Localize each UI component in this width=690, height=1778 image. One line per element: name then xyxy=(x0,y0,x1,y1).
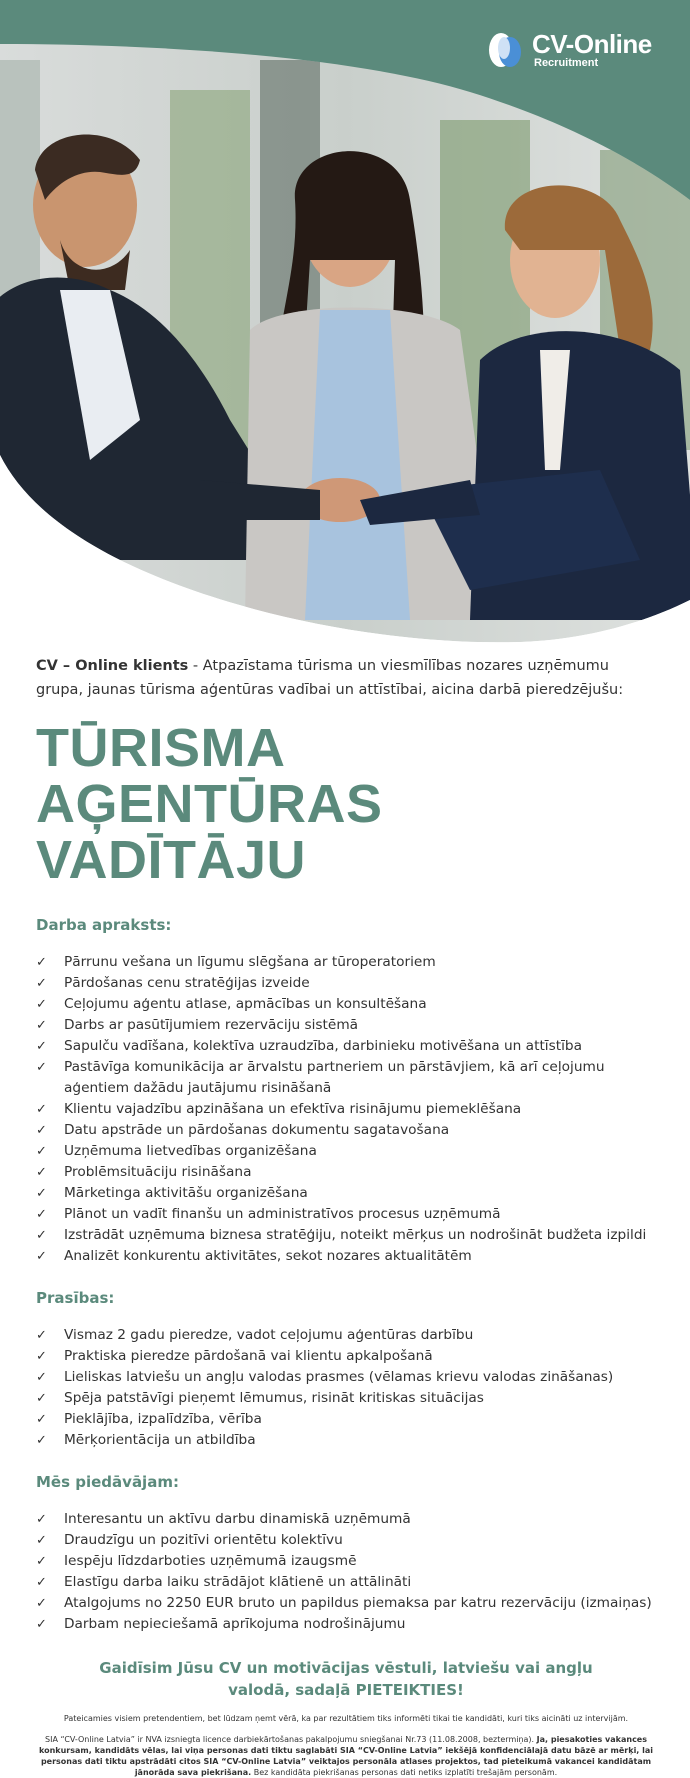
list-item-text: Iespēju līdzdarboties uzņēmumā izaugsmē xyxy=(64,1553,357,1569)
list-item xyxy=(36,1530,656,1551)
list-item xyxy=(36,1388,656,1409)
list-item-text: Draudzīgu un pozitīvi orientētu kolektīvu xyxy=(64,1532,343,1548)
check-icon: ✓ xyxy=(36,1617,47,1632)
list-item-text: Interesantu un aktīvu darbu dinamiskā uzņēmumā xyxy=(64,1511,411,1527)
check-icon: ✓ xyxy=(36,1207,47,1222)
list-item xyxy=(36,1325,656,1346)
hero-banner xyxy=(0,0,690,650)
logo-name: CV-Online xyxy=(532,29,652,59)
list-item-text: Analizēt konkurentu aktivitātes, sekot nozares aktualitātēm xyxy=(64,1248,472,1264)
requirements-list xyxy=(36,1325,656,1451)
check-icon: ✓ xyxy=(36,1018,47,1033)
check-icon: ✓ xyxy=(36,955,47,970)
check-icon: ✓ xyxy=(36,1123,47,1138)
check-icon: ✓ xyxy=(36,1249,47,1264)
job-title-line1: TŪRISMA xyxy=(36,718,286,778)
check-icon: ✓ xyxy=(36,1186,47,1201)
list-item-text: Atalgojums no 2250 EUR bruto un papildus piemaksa par katru rezervāciju (izmaiņas) xyxy=(64,1595,652,1611)
check-icon: ✓ xyxy=(36,1412,47,1427)
list-item-text: Vismaz 2 gadu pieredze, vadot ceļojumu aģentūras darbību xyxy=(64,1327,474,1343)
check-icon: ✓ xyxy=(36,997,47,1012)
list-item xyxy=(36,1015,656,1036)
fineprint-license-a: SIA “CV-Online Latvia” ir NVA izsniegta licence darbiekārtošanas pakalpojumu sniegšanai Nr.73 (11.08.2008, beztermiņa). xyxy=(45,1735,537,1744)
list-item-text: Klientu vajadzību apzināšana un efektīva risinājumu piemeklēšana xyxy=(64,1101,522,1117)
check-icon: ✓ xyxy=(36,1039,47,1054)
check-icon: ✓ xyxy=(36,1391,47,1406)
check-icon: ✓ xyxy=(36,1433,47,1448)
list-item-text: Pastāvīga komunikācija ar ārvalstu partneriem un pārstāvjiem, kā arī ceļojumu aģentiem dažādu jautājumu risināšanā xyxy=(64,1059,605,1096)
check-icon: ✓ xyxy=(36,1060,47,1075)
logo-subtitle: Recruitment xyxy=(534,57,599,69)
list-item-text: Sapulču vadīšana, kolektīva uzraudzība, darbinieku motivēšana un attīstība xyxy=(64,1038,582,1054)
fineprint-license-c: Bez kandidāta piekrišanas personas dati netiks izplatīti trešajām personām. xyxy=(251,1768,558,1777)
list-item xyxy=(36,1551,656,1572)
offer-list xyxy=(36,1509,656,1635)
job-title xyxy=(36,720,656,888)
list-item xyxy=(36,1204,656,1225)
list-item xyxy=(36,1036,656,1057)
list-item-text: Mārketinga aktivitāšu organizēšana xyxy=(64,1185,308,1201)
cta-line2: valodā, sadaļā PIETEIKTIES! xyxy=(228,1681,464,1699)
list-item xyxy=(36,973,656,994)
hero-illustration xyxy=(0,0,690,650)
list-item xyxy=(36,1430,656,1451)
check-icon: ✓ xyxy=(36,1165,47,1180)
check-icon: ✓ xyxy=(36,1349,47,1364)
fineprint-license xyxy=(36,1734,656,1778)
cta-line1: Gaidīsim Jūsu CV un motivācijas vēstuli, latviešu vai angļu xyxy=(99,1659,593,1677)
apply-call-to-action xyxy=(36,1657,656,1701)
list-item xyxy=(36,994,656,1015)
check-icon: ✓ xyxy=(36,1370,47,1385)
check-icon: ✓ xyxy=(36,1328,47,1343)
job-title-line2: AĢENTŪRAS VADĪTĀJU xyxy=(36,774,383,890)
check-icon: ✓ xyxy=(36,1533,47,1548)
list-item xyxy=(36,1120,656,1141)
list-item-text: Praktiska pieredze pārdošanā vai klientu apkalpošanā xyxy=(64,1348,433,1364)
check-icon: ✓ xyxy=(36,976,47,991)
list-item xyxy=(36,1162,656,1183)
check-icon: ✓ xyxy=(36,1596,47,1611)
check-icon: ✓ xyxy=(36,1575,47,1590)
offer-heading: Mēs piedāvājam: xyxy=(36,1473,179,1491)
list-item-text: Uzņēmuma lietvedības organizēšana xyxy=(64,1143,317,1159)
list-item xyxy=(36,1614,656,1635)
list-item-text: Izstrādāt uzņēmuma biznesa stratēģiju, noteikt mērķus un nodrošināt budžeta izpildi xyxy=(64,1227,647,1243)
list-item xyxy=(36,1099,656,1120)
list-item xyxy=(36,952,656,973)
list-item xyxy=(36,1141,656,1162)
check-icon: ✓ xyxy=(36,1512,47,1527)
intro-paragraph xyxy=(36,654,656,702)
list-item xyxy=(36,1346,656,1367)
list-item-text: Spēja patstāvīgi pieņemt lēmumus, risināt kritiskas situācijas xyxy=(64,1390,484,1406)
cv-online-logo xyxy=(486,30,652,70)
list-item xyxy=(36,1409,656,1430)
intro-client: CV – Online klients xyxy=(36,658,189,674)
list-item-text: Ceļojumu aģentu atlase, apmācības un konsultēšana xyxy=(64,996,427,1012)
fineprint-notice: Pateicamies visiem pretendentiem, bet lūdzam ņemt vērā, ka par rezultātiem tiks informēti tikai tie kandidāti, kuri tiks aicināti uz intervijām. xyxy=(63,1714,629,1723)
list-item-text: Darbam nepieciešamā aprīkojuma nodrošinājumu xyxy=(64,1616,406,1632)
requirements-heading: Prasības: xyxy=(36,1289,115,1307)
list-item xyxy=(36,1367,656,1388)
check-icon: ✓ xyxy=(36,1102,47,1117)
list-item xyxy=(36,1183,656,1204)
check-icon: ✓ xyxy=(36,1144,47,1159)
list-item-text: Pieklājība, izpalīdzība, vērība xyxy=(64,1411,262,1427)
list-item xyxy=(36,1225,656,1246)
list-item xyxy=(36,1246,656,1267)
list-item-text: Elastīgu darba laiku strādājot klātienē un attālināti xyxy=(64,1574,412,1590)
duties-heading: Darba apraksts: xyxy=(36,916,172,934)
intro-text: - Atpazīstama tūrisma un viesmīlības nozares uzņēmumu grupa, jaunas tūrisma aģentūras vadībai un attīstībai, aicina darbā pieredzējušu: xyxy=(36,658,624,698)
list-item-text: Pārdošanas cenu stratēģijas izveide xyxy=(64,975,310,991)
list-item-text: Pārrunu vešana un līgumu slēgšana ar tūroperatoriem xyxy=(64,954,436,970)
list-item xyxy=(36,1572,656,1593)
list-item-text: Darbs ar pasūtījumiem rezervāciju sistēmā xyxy=(64,1017,359,1033)
list-item-text: Mērķorientācija un atbildība xyxy=(64,1432,256,1448)
job-ad-content xyxy=(36,654,656,1778)
list-item-text: Problēmsituāciju risināšana xyxy=(64,1164,252,1180)
fineprint-license-b: Ja, piesakoties vakances konkursam, kandidāts vēlas, lai viņa personas dati tiktu saglabāti SIA “CV-Online Latvia” iekšējā konfidenciālajā datu bāzē ar mērķi, lai personas dati tiktu apstrādāti citos SIA “CV-Online Latvia” veiktajos personāla atlases projektos, tad pieteikumā vakancei kandidātam jānorāda sava piekrišana. xyxy=(38,1735,654,1777)
list-item xyxy=(36,1057,656,1099)
list-item xyxy=(36,1593,656,1614)
check-icon: ✓ xyxy=(36,1554,47,1569)
duties-list xyxy=(36,952,656,1267)
logo-mark-icon xyxy=(486,30,526,70)
list-item-text: Plānot un vadīt finanšu un administratīvos procesus uzņēmumā xyxy=(64,1206,501,1222)
check-icon: ✓ xyxy=(36,1228,47,1243)
list-item-text: Lieliskas latviešu un angļu valodas prasmes (vēlamas krievu valodas zināšanas) xyxy=(64,1369,614,1385)
list-item xyxy=(36,1509,656,1530)
list-item-text: Datu apstrāde un pārdošanas dokumentu sagatavošana xyxy=(64,1122,450,1138)
